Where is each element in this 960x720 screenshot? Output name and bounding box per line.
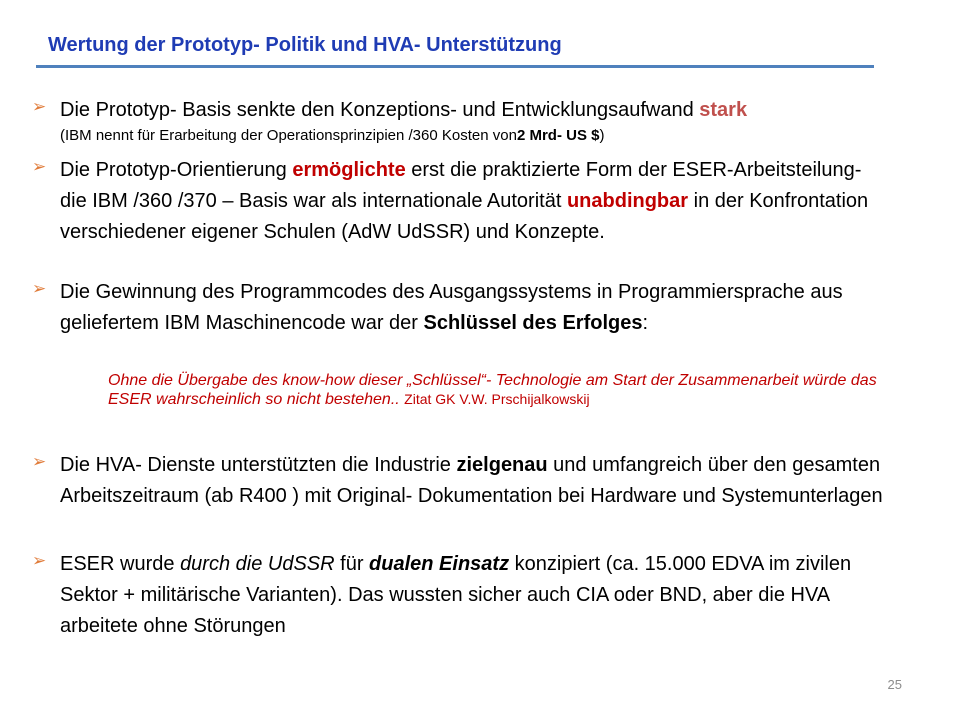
bullet-text: Die Prototyp-Orientierung ermöglichte erst die praktizierte Form der ESER-Arbeitsteilung- die IBM /360 /370 – Basis war als internationale Autorität unabdingbar in der Konfrontation verschiedener eigener Schulen (AdW UdSSR) und Konzepte. [60,159,869,243]
quote-block: Ohne die Übergabe des know-how dieser „Schlüssel“- Technologie am Start der Zusammenarbeit würde das ESER wahrscheinlich so nicht bestehen.. Zitat GK V.W. Prschijalkowskij [108,372,877,408]
arrow-bullet-icon: ➢ [32,551,47,570]
bullet-item-3 [32,277,912,339]
slide-title: Wertung der Prototyp- Politik und HVA- Unterstützung [48,34,562,56]
arrow-bullet-icon: ➢ [32,279,47,298]
bullet-item-2 [32,155,912,248]
bullet-text: Die Prototyp- Basis senkte den Konzeptions- und Entwicklungsaufwand stark (IBM nennt für Erarbeitung der Operationsprinzipien /360 Kosten von2 Mrd- US $) [60,95,912,146]
bullet-text: Die HVA- Dienste unterstützten die Industrie zielgenau und umfangreich über den gesamten Arbeitszeitraum (ab R400 ) mit Original- Dokumentation bei Hardware und Systemunterlagen [60,454,883,507]
page-number: 25 [887,677,902,692]
quote-attribution: Zitat GK V.W. Prschijalkowskij [404,391,590,407]
bullet-item-1 [32,95,912,146]
bullet-text: ESER wurde durch die UdSSR für dualen Einsatz konzipiert (ca. 15.000 EDVA im zivilen Sektor + militärische Varianten). Das wussten sicher auch CIA oder BND, aber die HVA arbeitete ohne Störungen [60,553,852,637]
arrow-bullet-icon: ➢ [32,157,47,176]
arrow-bullet-icon: ➢ [32,97,47,116]
bullet-item-5 [32,549,912,642]
bullet-item-4 [32,450,912,512]
title-underline [36,65,874,68]
bullet-text: Die Gewinnung des Programmcodes des Ausgangssystems in Programmiersprache aus geliefertem IBM Maschinencode war der Schlüssel des Erfolges: [60,281,843,334]
arrow-bullet-icon: ➢ [32,452,47,471]
bullet-subnote: (IBM nennt für Erarbeitung der Operationsprinzipien /360 Kosten von2 Mrd- US $) [60,127,605,144]
